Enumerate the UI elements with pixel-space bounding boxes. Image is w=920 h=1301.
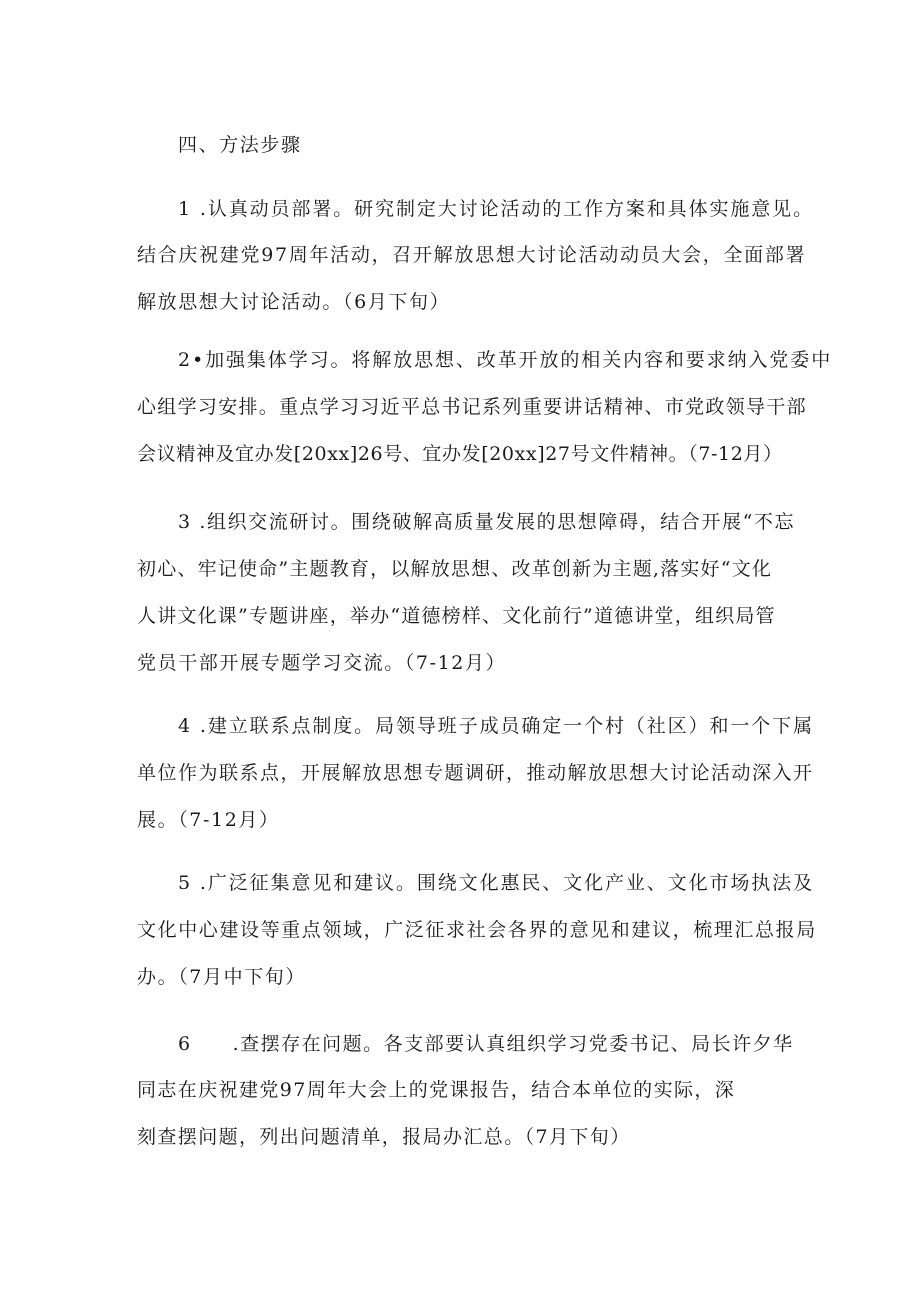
item-6-line-1: 6 .查摆存在问题。各支部要认真组织学习党委书记、局长许夕华: [178, 1033, 794, 1055]
item-5-line-2: 文化中心建设等重点领域，广泛征求社会各界的意见和建议，梳理汇总报局: [137, 919, 817, 941]
item-3-line-2: 初心、牢记使命”主题教育，以解放思想、改革创新为主题,落实好“文化: [137, 558, 773, 580]
item-5-line-3: 办。（7月中下旬）: [137, 966, 306, 988]
item-2-line-1: 2•加强集体学习。将解放思想、改革开放的相关内容和要求纳入党委中: [178, 349, 833, 371]
item-1-line-1: 1 .认真动员部署。研究制定大讨论活动的工作方案和具体实施意见。: [178, 198, 814, 220]
item-6-line-3: 刻查摆问题，列出问题清单，报局办汇总。（7月下旬）: [137, 1126, 631, 1148]
item-4-line-1: 4 .建立联系点制度。局领导班子成员确定一个村（社区）和一个下属: [178, 715, 814, 737]
item-4-line-2: 单位作为联系点，开展解放思想专题调研，推动解放思想大讨论活动深入开: [137, 762, 814, 784]
item-1-line-3: 解放思想大讨论活动。（6月下旬）: [137, 291, 451, 313]
item-6-line-2: 同志在庆祝建党97周年大会上的党课报告，结合本单位的实际，深: [137, 1079, 736, 1101]
item-3-line-1: 3 .组织交流研讨。围绕破解高质量发展的思想障碍，结合开展“不忘: [178, 511, 796, 533]
item-1-line-2: 结合庆祝建党97周年活动，召开解放思想大讨论活动动员大会，全面部署: [137, 244, 807, 266]
item-3-line-3: 人讲文化课”专题讲座，举办“道德榜样、文化前行”道德讲堂，组织局管: [137, 605, 776, 627]
item-3-line-4: 党员干部开展专题学习交流。（7-12月）: [137, 652, 507, 674]
item-2-line-2: 心组学习安排。重点学习习近平总书记系列重要讲话精神、市党政领导干部: [137, 396, 807, 418]
item-4-line-3: 展。（7-12月）: [137, 809, 280, 831]
section-heading: 四、方法步骤: [178, 134, 302, 156]
item-2-line-3: 会议精神及宜办发[20xx]26号、宜办发[20xx]27号文件精神。（7-12月）: [137, 443, 783, 465]
item-5-line-1: 5 .广泛征集意见和建议。围绕文化惠民、文化产业、文化市场执法及: [178, 872, 814, 894]
